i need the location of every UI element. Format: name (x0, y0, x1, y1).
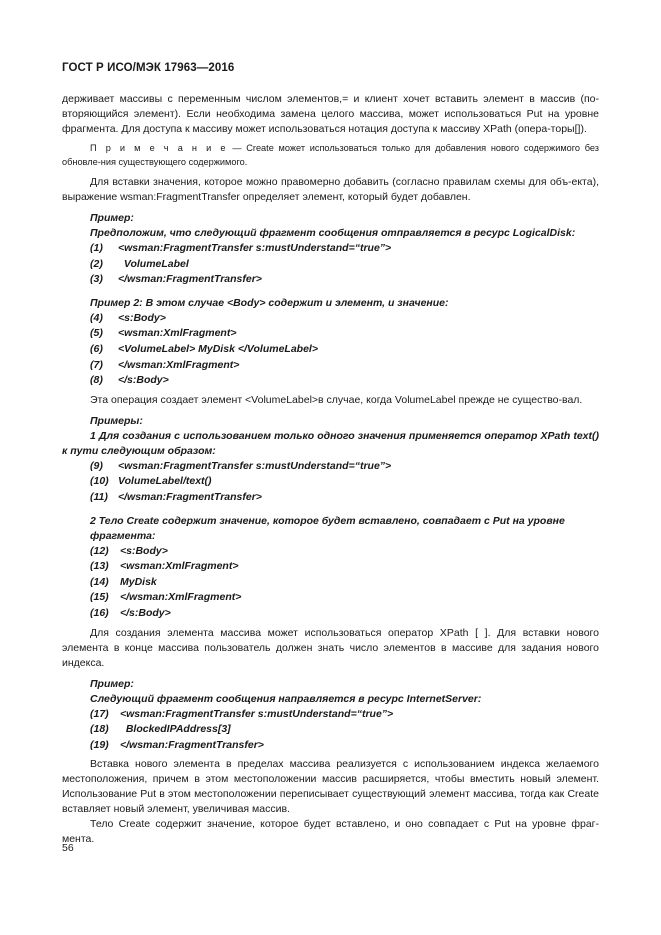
code-line: (1) <wsman:FragmentTransfer s:mustUnderstand=“true”> (90, 242, 392, 254)
code-line: (4) <s:Body> (90, 311, 166, 324)
code-line: (13) <wsman:XmlFragment> (90, 560, 239, 573)
paragraph-4: Для создания элемента массива может использоваться оператор XPath [ ]. Для вставки нового элемента в конце массива пользователь должен знать число элементов в массиве для задания нового индекса. (62, 626, 599, 669)
example-1-heading: Пример: (90, 212, 134, 224)
code-line: (9) <wsman:FragmentTransfer s:mustUnderstand=“true”> (90, 459, 392, 472)
code-line: (3) </wsman:FragmentTransfer> (90, 273, 262, 286)
example-2-code (62, 311, 599, 389)
code-line: (10) VolumeLabel/text() (90, 475, 212, 488)
examples-3-item-1: 1 Для создания с использованием только одного значения применяется оператор XPath text() к пути следующим образом: (62, 429, 599, 457)
example-1-code (62, 241, 599, 288)
code-line: (12) <s:Body> (90, 544, 168, 557)
paragraph-3: Эта операция создает элемент <VolumeLabel>в случае, когда VolumeLabel прежде не существо-вал. (90, 393, 583, 406)
document-header: ГОСТ Р ИСО/МЭК 17963—2016 (62, 62, 235, 74)
examples-3-code-2 (62, 544, 599, 622)
code-line: (11) </wsman:FragmentTransfer> (90, 490, 262, 503)
paragraph-1: держивает массивы с переменным числом элементов,= и клиент хочет вставить элемент в массив (по-вторяющийся элемент). Если необходима замена целого массива, может использоваться Put на уровне фрагмента. Для доступа к массиву может использоваться нотация доступа к массиву XPath (опера-торы[]). (62, 93, 599, 135)
code-line: (2) VolumeLabel (90, 257, 189, 270)
example-4-code (62, 707, 599, 754)
example-4-heading: Пример: (90, 677, 134, 690)
examples-3-code-1 (62, 459, 599, 506)
code-line: (19) </wsman:FragmentTransfer> (90, 738, 264, 751)
code-line: (18) BlockedIPAddress[3] (90, 723, 231, 736)
paragraph-6: Тело Create содержит значение, которое будет вставлено, и оно совпадает с Put на уровне фраг-мента. (62, 818, 599, 846)
code-line: (8) </s:Body> (90, 374, 169, 387)
code-line: (7) </wsman:XmlFragment> (90, 358, 240, 371)
code-line: (17) <wsman:FragmentTransfer s:mustUnderstand=“true”> (90, 707, 394, 720)
code-line: (14) MyDisk (90, 575, 157, 588)
code-line: (6) <VolumeLabel> MyDisk </VolumeLabel> (90, 342, 318, 355)
code-line: (15) </wsman:XmlFragment> (90, 591, 242, 604)
examples-3-heading: Примеры: (90, 414, 143, 427)
note (62, 141, 599, 169)
paragraph-5: Вставка нового элемента в пределах массива реализуется с использованием индекса желаемого местоположения, причем в этом местоположении массив расширяется, чтобы вместить новый элемент. Использование Put в этом местоположении переписывает существующий элемент массива, тогда как Create вставляет новый элемент, увеличивая массив. (62, 758, 599, 816)
document-body (62, 92, 599, 847)
example-4-intro: Следующий фрагмент сообщения направляется в ресурс InternetServer: (90, 692, 482, 705)
code-line: (16) </s:Body> (90, 606, 171, 619)
paragraph-2: Для вставки значения, которое можно правомерно добавить (согласно правилам схемы для объ-екта), выражение wsman:FragmentTransfer определяет элемент, который будет добавлен. (62, 176, 599, 203)
example-1-intro: Предположим, что следующий фрагмент сообщения отправляется в ресурс LogicalDisk: (90, 227, 576, 239)
examples-3-item-2: 2 Тело Create содержит значение, которое будет вставлено, совпадает с Put на уровне фрагмента: (90, 514, 565, 542)
note-label: П р и м е ч а н и е (90, 143, 228, 153)
example-2-heading: Пример 2: В этом случае <Body> содержит и элемент, и значение: (90, 296, 449, 309)
page-number: 56 (62, 842, 74, 854)
note-text: — Create может использоваться только для добавления нового содержимого без обновле-ния существующего содержимого. (62, 143, 599, 167)
code-line: (5) <wsman:XmlFragment> (90, 327, 237, 340)
